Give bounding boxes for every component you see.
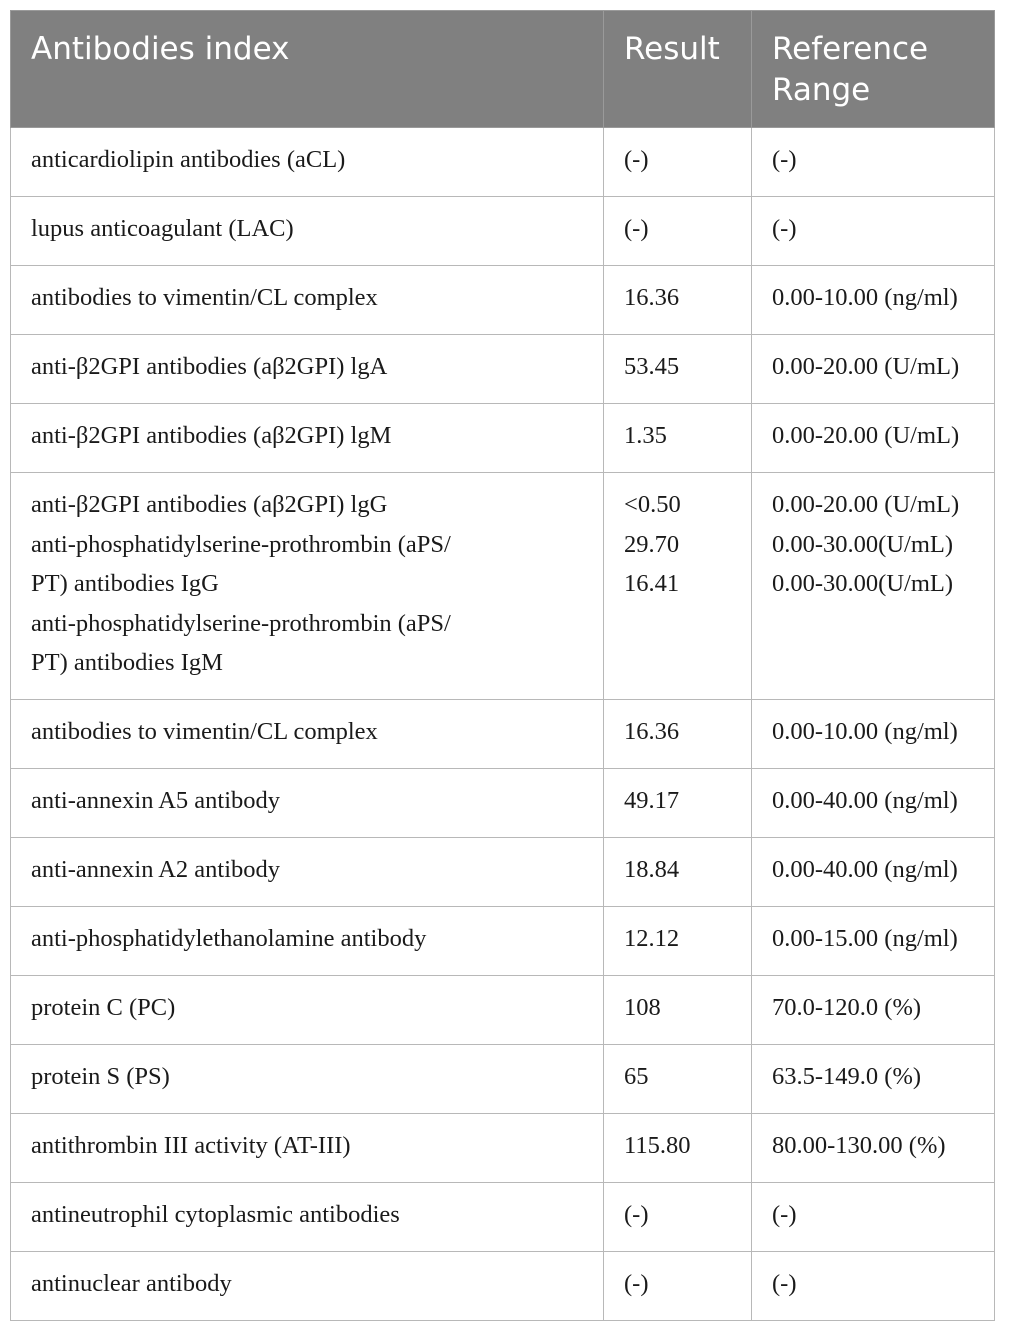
cell-antibody-index (11, 768, 604, 837)
table-header (11, 11, 995, 128)
cell-antibody-index-line: PT) antibodies IgM (31, 649, 223, 676)
cell-antibody-index-line: protein C (PC) (31, 993, 176, 1021)
cell-reference-range-line: 0.00-20.00 (U/mL) (772, 422, 960, 449)
cell-result-line: 65 (624, 1062, 649, 1090)
cell-reference-range-line: 0.00-40.00 (ng/ml) (772, 855, 958, 883)
cell-result (604, 699, 752, 768)
cell-antibody-index-line: anti-annexin A2 antibody (31, 855, 281, 883)
cell-reference-range (752, 266, 995, 335)
cell-reference-range (752, 1182, 995, 1251)
cell-antibody-index (11, 335, 604, 404)
cell-result-line: 16.41 (624, 570, 680, 597)
table-row (11, 906, 995, 975)
cell-antibody-index-line: anti-β2GPI antibodies (aβ2GPI) lgM (31, 422, 392, 449)
cell-result-line: (-) (624, 215, 649, 242)
cell-result-line: <0.50 (624, 491, 681, 518)
cell-antibody-index (11, 1182, 604, 1251)
cell-result-line: (-) (624, 1200, 649, 1228)
cell-antibody-index (11, 1251, 604, 1320)
cell-result (604, 1182, 752, 1251)
cell-reference-range (752, 335, 995, 404)
cell-result (604, 404, 752, 473)
cell-antibody-index-line: anti-β2GPI antibodies (aβ2GPI) lgA (31, 353, 388, 380)
cell-reference-range-line: 70.0-120.0 (%) (772, 993, 922, 1021)
header-antibodies-index: Antibodies index (11, 11, 604, 128)
cell-reference-range (752, 768, 995, 837)
cell-result-line: 18.84 (624, 855, 680, 883)
cell-reference-range-line: 63.5-149.0 (%) (772, 1062, 922, 1090)
cell-result (604, 1113, 752, 1182)
cell-reference-range-line: 0.00-20.00 (U/mL) (772, 353, 960, 380)
cell-result-line: 16.36 (624, 717, 680, 745)
cell-reference-range-line: (-) (772, 215, 797, 242)
cell-antibody-index-line: antibodies to vimentin/CL complex (31, 284, 378, 311)
cell-reference-range-line: 0.00-15.00 (ng/ml) (772, 924, 958, 952)
cell-reference-range-line: 80.00-130.00 (%) (772, 1131, 946, 1159)
cell-result (604, 473, 752, 700)
cell-result-line: (-) (624, 146, 649, 173)
cell-reference-range-line: 0.00-30.00(U/mL) (772, 530, 953, 558)
cell-result (604, 335, 752, 404)
cell-antibody-index-line: anti-phosphatidylserine-prothrombin (aPS/ (31, 530, 451, 558)
cell-result (604, 906, 752, 975)
antibody-table-container (10, 10, 994, 1321)
table-row (11, 128, 995, 197)
cell-antibody-index-line: antinuclear antibody (31, 1269, 232, 1297)
cell-reference-range (752, 473, 995, 700)
table-row (11, 1251, 995, 1320)
cell-result (604, 1251, 752, 1320)
cell-reference-range-line: 0.00-40.00 (ng/ml) (772, 786, 958, 814)
cell-reference-range-line: 0.00-30.00(U/mL) (772, 570, 953, 597)
cell-antibody-index (11, 128, 604, 197)
cell-antibody-index-line: anticardiolipin antibodies (aCL) (31, 146, 346, 173)
cell-antibody-index (11, 975, 604, 1044)
cell-antibody-index (11, 266, 604, 335)
antibody-results-table (10, 10, 995, 1321)
cell-result-line: 53.45 (624, 353, 680, 380)
cell-antibody-index (11, 699, 604, 768)
cell-result-line: 16.36 (624, 284, 680, 311)
cell-antibody-index (11, 404, 604, 473)
table-row (11, 197, 995, 266)
cell-antibody-index-line: anti-phosphatidylserine-prothrombin (aPS/ (31, 609, 451, 637)
cell-antibody-index-line: anti-β2GPI antibodies (aβ2GPI) lgG (31, 491, 388, 518)
cell-reference-range-line: (-) (772, 1269, 797, 1297)
cell-antibody-index (11, 837, 604, 906)
cell-antibody-index-line: antineutrophil cytoplasmic antibodies (31, 1200, 400, 1228)
table-row (11, 473, 995, 700)
table-row (11, 404, 995, 473)
cell-antibody-index (11, 906, 604, 975)
cell-result (604, 768, 752, 837)
cell-antibody-index (11, 1113, 604, 1182)
cell-result-line: 115.80 (624, 1131, 691, 1159)
header-result: Result (604, 11, 752, 128)
cell-antibody-index (11, 473, 604, 700)
table-row (11, 837, 995, 906)
table-row (11, 1182, 995, 1251)
table-row (11, 1113, 995, 1182)
cell-reference-range-line: 0.00-10.00 (ng/ml) (772, 717, 958, 745)
cell-result (604, 1044, 752, 1113)
cell-result (604, 197, 752, 266)
cell-antibody-index-line: lupus anticoagulant (LAC) (31, 215, 294, 242)
cell-antibody-index-line: PT) antibodies IgG (31, 570, 219, 597)
cell-result-line: 49.17 (624, 786, 680, 814)
cell-reference-range-line: 0.00-10.00 (ng/ml) (772, 284, 958, 311)
cell-reference-range (752, 906, 995, 975)
cell-reference-range (752, 404, 995, 473)
cell-reference-range (752, 837, 995, 906)
cell-result (604, 975, 752, 1044)
cell-result (604, 128, 752, 197)
cell-antibody-index-line: anti-annexin A5 antibody (31, 786, 281, 814)
cell-result-line: 29.70 (624, 530, 680, 558)
header-reference-range: Reference Range (752, 11, 995, 128)
cell-reference-range (752, 197, 995, 266)
cell-reference-range-line: (-) (772, 146, 797, 173)
cell-result-line: 108 (624, 993, 661, 1021)
cell-reference-range (752, 1044, 995, 1113)
table-row (11, 335, 995, 404)
cell-reference-range-line: (-) (772, 1200, 797, 1228)
table-row (11, 266, 995, 335)
cell-reference-range (752, 699, 995, 768)
cell-reference-range (752, 975, 995, 1044)
table-row (11, 768, 995, 837)
table-body (11, 128, 995, 1321)
cell-result (604, 266, 752, 335)
header-row (11, 11, 995, 128)
cell-result-line: (-) (624, 1269, 649, 1297)
cell-antibody-index-line: antibodies to vimentin/CL complex (31, 717, 378, 745)
cell-reference-range (752, 1251, 995, 1320)
cell-result (604, 837, 752, 906)
cell-reference-range (752, 1113, 995, 1182)
cell-antibody-index-line: protein S (PS) (31, 1062, 170, 1090)
cell-reference-range-line: 0.00-20.00 (U/mL) (772, 491, 960, 518)
cell-result-line: 1.35 (624, 422, 667, 449)
cell-antibody-index-line: antithrombin III activity (AT-III) (31, 1131, 351, 1159)
cell-reference-range (752, 128, 995, 197)
table-row (11, 699, 995, 768)
table-row (11, 975, 995, 1044)
cell-antibody-index (11, 197, 604, 266)
table-row (11, 1044, 995, 1113)
cell-result-line: 12.12 (624, 924, 680, 952)
cell-antibody-index-line: anti-phosphatidylethanolamine antibody (31, 924, 427, 952)
cell-antibody-index (11, 1044, 604, 1113)
